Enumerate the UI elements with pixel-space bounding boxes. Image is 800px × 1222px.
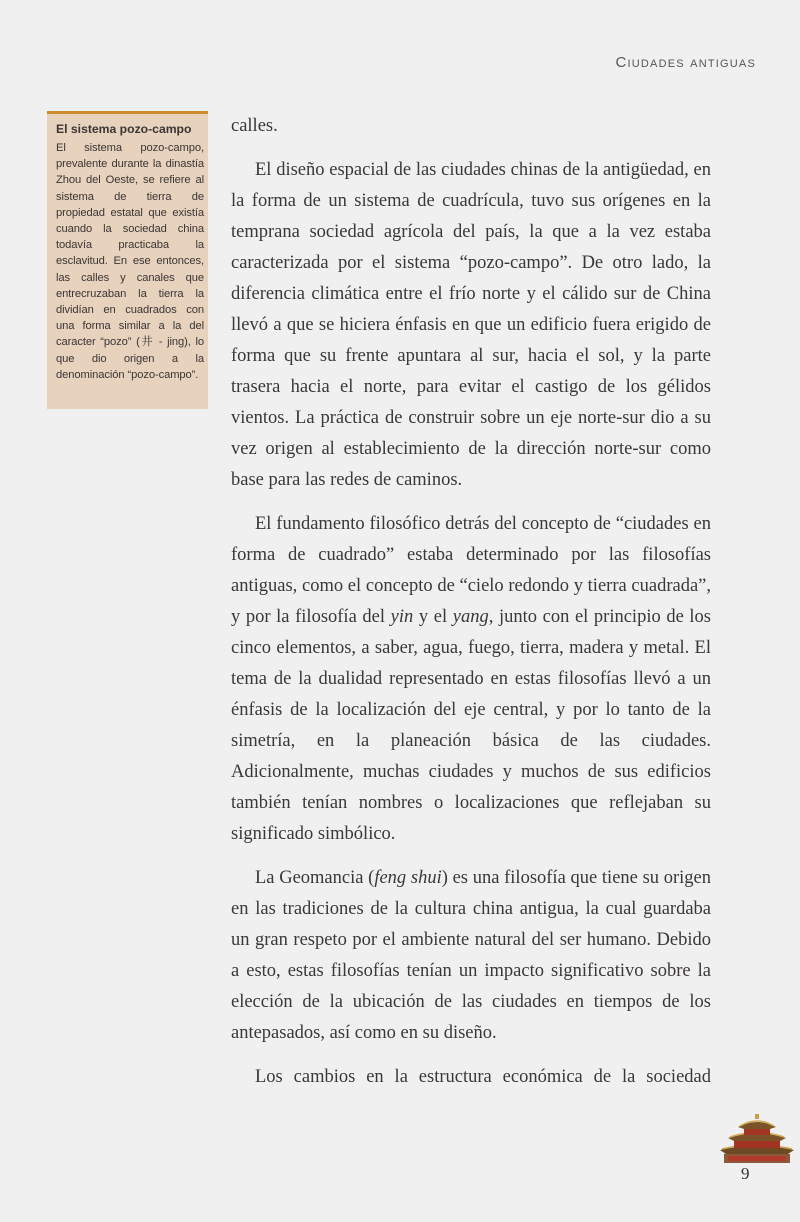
term-yang: yang <box>452 607 489 627</box>
paragraph-2: El diseño espacial de las ciudades chinas de la antigüedad, en la forma de un sistema de cuadrícula, tuvo sus orígenes en la temprana sociedad agrícola del país, la que a la vez estaba caracterizada por el sistema “pozo-campo”. De otro lado, la diferencia climática entre el frío norte y el cálido sur de China llevó a que se hiciera énfasis en que un edificio fuera erigido de forma que su frente apuntara al sur, hacia el sol, y la parte trasera hacia el norte, para evitar el castigo de los gélidos vientos. La práctica de construir sobre un eje norte-sur dio a su vez origen al establecimiento de la dirección norte-sur como base para las redes de caminos. <box>231 160 711 490</box>
page-number: 9 <box>741 1164 750 1183</box>
running-header: Ciudades antiguas <box>615 54 756 71</box>
term-yin: yin <box>390 607 414 627</box>
main-text <box>231 111 711 1106</box>
paragraph-1: calles. <box>231 116 278 136</box>
paragraph-4: La Geomancia (feng shui) es una filosofía que tiene su origen en las tradiciones de la cultura china antigua, la cual guardaba un gran respeto por el ambiente natural del ser humano. Debido a esto, estas filosofías tenían un impacto significativo sobre la elección de la ubicación de las ciudades en tiempos de los antepasados, así como en su diseño. <box>231 868 711 1043</box>
term-feng-shui: feng shui <box>374 868 442 888</box>
sidebar-box <box>47 111 208 409</box>
sidebar-body: El sistema pozo-campo, prevalente durante la dinastía Zhou del Oeste, se refiere al sistema de tierra de propiedad estatal que existía cuando la sociedad china todavía practicaba la esclavitud. En ese entonces, las calles y canales que entrecruzaban la tierra la dividían en cuadrados con una forma similar a la del caracter “pozo” (井 - jing), lo que dio origen a la denominación “pozo-campo”. <box>56 142 204 381</box>
pagoda-icon <box>718 1114 796 1171</box>
paragraph-3: El fundamento filosófico detrás del concepto de “ciudades en forma de cuadrado” estaba determinado por las filosofías antiguas, como el concepto de “cielo redondo y tierra cuadrada”, y por la filosofía del yin y el yang, junto con el principio de los cinco elementos, a saber, agua, fuego, tierra, madera y metal. El tema de la dualidad representado en estas filosofías llevó a un énfasis de la localización del eje central, y por lo tanto de la simetría, en la planeación básica de las ciudades. Adicionalmente, muchas ciudades y muchos de sus edificios también tenían nombres o localizaciones que reflejaban su significado simbólico. <box>231 514 712 844</box>
paragraph-5: Los cambios en la estructura económica de la sociedad <box>255 1067 711 1087</box>
sidebar-title: El sistema pozo-campo <box>56 122 192 136</box>
